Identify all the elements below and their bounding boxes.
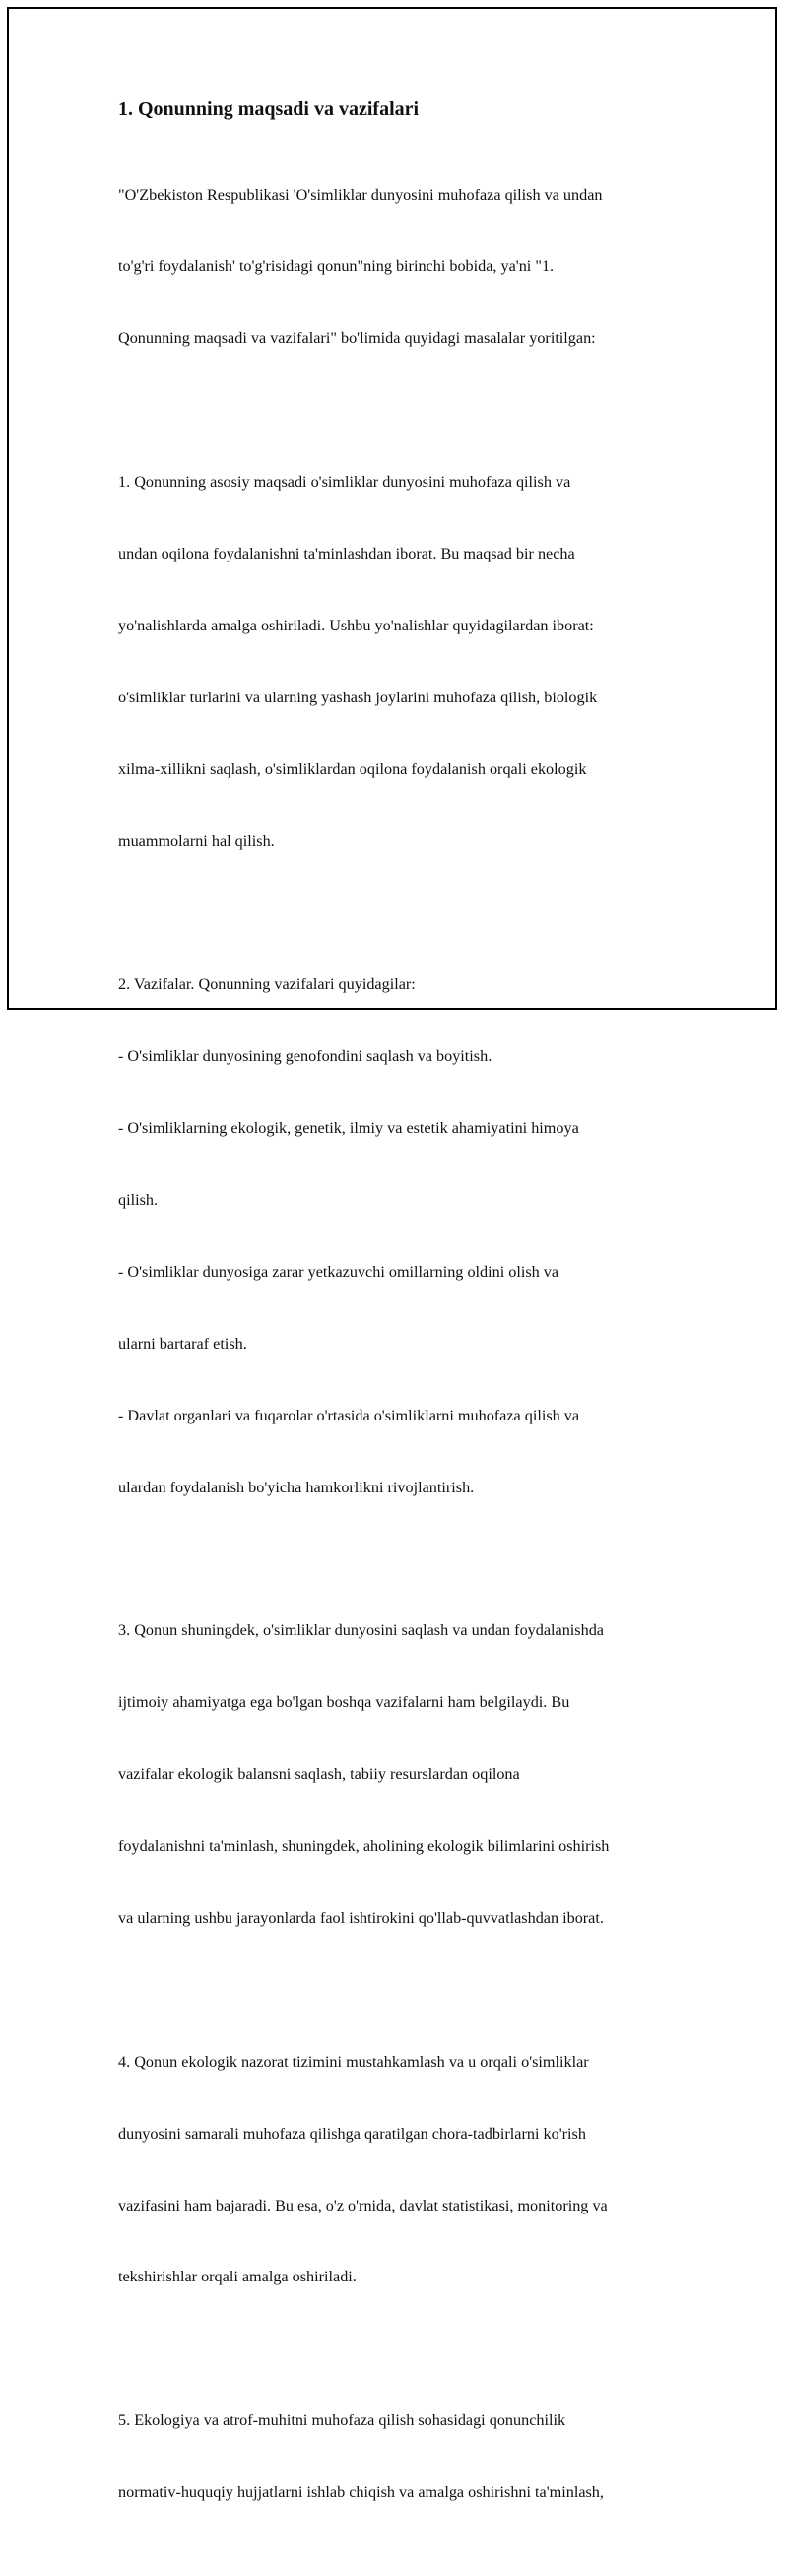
text-line: 2. Vazifalar. Qonunning vazifalari quyidagilar:	[118, 975, 416, 994]
text-line: normativ-huquqiy hujjatlarni ishlab chiqish va amalga oshirishni ta'minlash,	[118, 2483, 604, 2502]
text-line: o'simliklar turlarini va ularning yashash joylarini muhofaza qilish, biologik	[118, 688, 598, 706]
text-line: dunyosini samarali muhofaza qilishga qaratilgan chora-tadbirlarni ko'rish	[118, 2124, 586, 2143]
text-line: tekshirishlar orqali amalga oshiriladi.	[118, 2268, 357, 2286]
paragraph-5	[118, 2361, 690, 2552]
paragraph-1	[118, 423, 690, 901]
list-item: - Davlat organlari va fuqarolar o'rtasida o'simliklarni muhofaza qilish va	[118, 1406, 580, 1424]
text-line: to'g'ri foydalanish' to'g'risidagi qonun"ning birinchi bobida, ya'ni "1.	[118, 257, 555, 276]
text-line: 1. Qonunning asosiy maqsadi o'simliklar dunyosini muhofaza qilish va	[118, 473, 571, 492]
text-line: undan oqilona foydalanishni ta'minlashdan iborat. Bu maqsad bir necha	[118, 545, 575, 563]
text-line: "O'Zbekiston Respublikasi 'O'simliklar dunyosini muhofaza qilish va undan	[118, 185, 603, 204]
text-line: 5. Ekologiya va atrof-muhitni muhofaza qilish sohasidagi qonunchilik	[118, 2411, 566, 2430]
text-line: 4. Qonun ekologik nazorat tizimini mustahkamlash va u orqali o'simliklar	[118, 2052, 589, 2071]
list-item: - O'simliklar dunyosining genofondini saqlash va boyitish.	[118, 1047, 492, 1066]
paragraph-3	[118, 1571, 690, 1978]
page-frame	[7, 7, 777, 2502]
list-item: - O'simliklar dunyosiga zarar yetkazuvchi omillarning oldini olish va	[118, 1262, 559, 1281]
text-line: vazifasini ham bajaradi. Bu esa, o'z o'rnida, davlat statistikasi, monitoring va	[118, 2196, 608, 2214]
text-line: 3. Qonun shuningdek, o'simliklar dunyosini saqlash va undan foydalanishda	[118, 1621, 604, 1640]
paragraph-4	[118, 2002, 690, 2337]
text-line: ularni bartaraf etish.	[118, 1334, 247, 1353]
text-line: vazifalar ekologik balansni saqlash, tabiiy resurslardan oqilona	[118, 1765, 520, 1784]
text-line: qilish.	[118, 1191, 159, 1210]
list-item: - O'simliklarning ekologik, genetik, ilmiy va estetik ahamiyatini himoya	[118, 1119, 579, 1138]
text-line: xilma-xillikni saqlash, o'simliklardan oqilona foydalanish orqali ekologik	[118, 760, 587, 778]
text-line: va ularning ushbu jarayonlarda faol ishtirokini qo'llab-quvvatlashdan iborat.	[118, 1908, 604, 1927]
document-body	[118, 96, 690, 2576]
text-line: muammolarni hal qilish.	[118, 831, 275, 850]
text-line: yo'nalishlarda amalga oshiriladi. Ushbu yo'nalishlar quyidagilardan iborat:	[118, 616, 594, 634]
text-line: ijtimoiy ahamiyatga ega bo'lgan boshqa vazifalarni ham belgilaydi. Bu	[118, 1693, 570, 1712]
text-line: Qonunning maqsadi va vazifalari" bo'limida quyidagi masalalar yoritilgan:	[118, 329, 596, 348]
paragraph-2	[118, 925, 690, 1548]
intro-paragraph	[118, 135, 690, 398]
text-line: ulardan foydalanish bo'yicha hamkorlikni rivojlantirish.	[118, 1478, 475, 1496]
section-title: 1. Qonunning maqsadi va vazifalari	[118, 99, 420, 120]
text-line: foydalanishni ta'minlash, shuningdek, aholining ekologik bilimlarini oshirish	[118, 1837, 610, 1856]
